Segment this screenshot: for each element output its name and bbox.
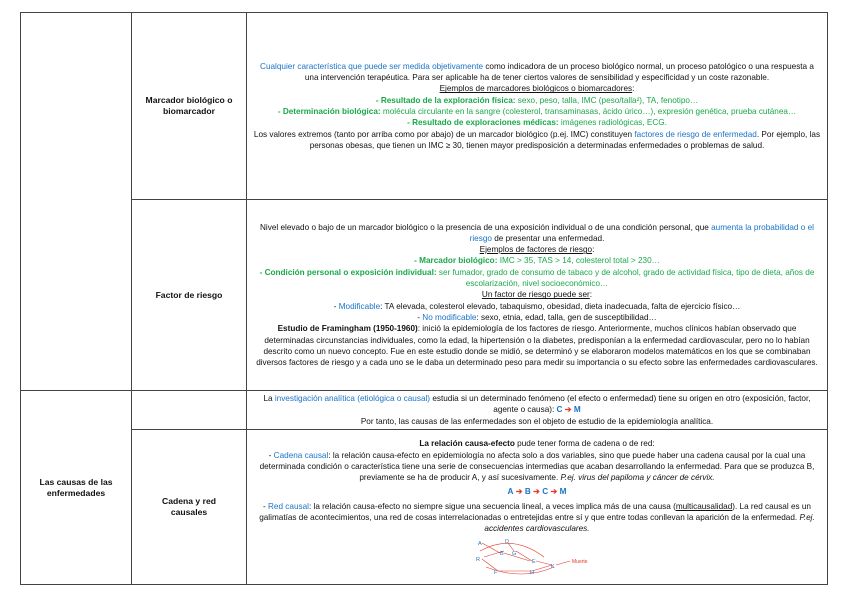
intro-text-end: estudia si un determinado fenómeno (el efecto o enfermedad) tiene su origen en otro (exposición, factor, agente o causa): [430,394,811,415]
network-node: A [478,540,482,547]
definition-highlight: aumenta la probabilidad o el riesgo [469,222,814,243]
non-modifiable-label: No modificable [422,312,477,322]
network-node: D [505,538,509,545]
example-text: sexo, peso, talla, IMC (peso/talla²), TA, fenotipo… [515,95,699,105]
table-row [21,430,828,585]
causal-network-label: Red causal [268,501,309,511]
framingham-title: Estudio de Framingham (1950-1960) [277,324,418,334]
extreme-text: Los valores extremos (tanto por arriba como por abajo) de un marcador biológico (p.ej. IMC) constituyen [253,129,635,139]
table-row [21,200,828,391]
network-node: E [532,558,536,565]
network-node: G [512,550,517,557]
concepts-table [20,12,828,585]
conclusion-text: Por tanto, las causas de las enfermedades son el objeto de estudio de la epidemiología analítica. [360,416,714,426]
factor-description: Nivel elevado o bajo de un marcador biológico o la presencia de una exposición individual o de una condición personal, que aumenta la probabilidad o el riesgo de presentar una enfermedad. Ejemplos de factores de riesgo: - Marcador biológico: IMC > 35, TAS > 14, colesterol total > 230… - Condición personal o exposición individual: ser fumador, grado de consumo de tabaco y de alcohol, grado de actividad física, tipo de dieta, años de escolarización, nivel socioeconómico… Un factor de riesgo puede ser: - Modificable: TA elevada, colesterol elevado, tabaquismo, obesidad, dieta inadecuada, falta de ejercicio físico… - No modificable: sexo, etnia, edad, talla, gen de susceptibilidad… Estudio de Framingham (1950-1960): inició la epidemiología de los factores de riesgo. Anteriormente, muchos clínicos habían observado que determinadas circunstancias individuales, como la edad, la hipertensión o la diabetes, predisponían a la enfermedad cardiovascular, pero no lo habían descrito como un nuevo concepto. Fue en este estudio donde se midió, se determinó y se elaboraron modelos matemáticos en los que se combinaban diversos factores de riesgo y a cada uno se le daba un determinado peso para medir su importancia o su efecto sobre las enfermedades cardiovasculares. [247,200,828,391]
network-node: R [476,556,480,563]
network-node: K [551,563,555,570]
definition-text: Nivel elevado o bajo de un marcador biológico o la presencia de una exposición individual o de una condición personal, que [260,222,712,232]
causal-network-text: : la relación causa-efecto no siempre sigue una secuencia lineal, a veces implica más de una causa ( [308,501,676,511]
modifiable-text: : TA elevada, colesterol elevado, tabaquismo, obesidad, dieta inadecuada, falta de ejercicio físico… [380,301,741,311]
chain-node: M [559,486,567,496]
example-lead: - Resultado de exploraciones médicas: [407,118,559,128]
example-text: imágenes radiológicas, ECG. [558,118,667,128]
example-text: IMC > 35, TAS > 14, colesterol total > 230… [497,256,660,266]
causal-network-text-end: ). La red causal es un galimatías de acontecimientos, una red de cosas interrelacionadas o entretejidas entre sí y que entre todas conllevan la aparición de la enfermedad. [259,501,811,523]
table-row [21,391,828,430]
arrow-right-icon: ➔ [533,486,540,496]
arrow-right-icon: ➔ [564,405,572,415]
definition-highlight: Cualquier característica que puede ser medida objetivamente [260,61,484,71]
multicausality-term: multicausalidad [675,501,733,511]
concept-label-factor: Factor de riesgo [132,200,247,391]
relation-text: pude tener forma de cadena o de red: [514,439,655,449]
network-node: H [530,569,534,576]
table-row [21,13,828,200]
example-lead: - Marcador biológico: [414,256,498,266]
category-label-causas: Las causas de las enfermedades [21,391,132,585]
framingham-text: : inició la epidemiología de los factores de riesgo. Anteriormente, muchos clínicos habían observado que determinadas circunstancias individuales, como la edad, la hipertensión o la diabetes, predisponían a la enfermedad cardiovascular, pero no lo habían descrito como un nuevo concepto. Fue en este estudio donde se midió, se determinó y se elaboraron modelos matemáticos en los que se combinaban diversos factores de riesgo y a cada uno se le daba un determinado peso para medir su importancia o su efecto sobre las enfermedades cardiovasculares. [256,324,818,368]
example-lead: - Determinación biológica: [277,107,381,116]
example-text: ser fumador, grado de consumo de tabaco y de alcohol, grado de actividad física, tipo de dieta, años de escolarización, nivel socioeconómico… [436,267,815,289]
causas-description [247,391,828,430]
empty-category-cell [21,13,132,391]
marcador-description: Cualquier característica que puede ser medida objetivamente como indicadora de un proceso biológico normal, un proceso patológico o una respuesta a una intervención terapéutica. Para ser aplicable ha de tener ciertos valores de sensibilidad y especificidad y un coste razonable. Ejemplos de marcadores biológicos o biomarcadores: - Resultado de la exploración física: sexo, peso, talla, IMC (peso/talla²), TA, fenotipo… - Determinación biológica: molécula circulante en la sangre (colesterol, transaminasas, ácido úrico…), expresión genética, prueba cutánea… - Resultado de exploraciones médicas: imágenes radiológicas, ECG. Los valores extremos (tanto por arriba como por abajo) de un marcador biológico (p.ej. IMC) constituyen factores de riesgo de enfermedad. Por ejemplo, las personas obesas, que tienen un IMC ≥ 30, tienen mayor predisposición a determinadas enfermedades o problemas de salud. [247,13,828,200]
risk-factor-highlight: factores de riesgo de enfermedad [634,129,757,139]
modifiable-label: Modificable [338,301,381,311]
causal-network-diagram [472,537,602,577]
concept-label-marcador: Marcador biológico o biomarcador [132,13,247,200]
effect-letter: M [573,405,581,415]
types-title: Un factor de riesgo puede ser [481,290,590,300]
empty-concept-cell [132,391,247,430]
non-modifiable-text: : sexo, etnia, edad, talla, gen de susceptibilidad… [476,312,657,322]
example-lead: - Resultado de la exploración física: [375,95,516,105]
causal-chain-text: : la relación causa-efecto en epidemiología no afecta solo a dos variables, sino que puede haber una cadena causal por la cual una determinada condición o característica tiene una serie de consecuencias intermedias que acaban desarrollando la enfermedad. Para que se produzca B, previamente se ha de producir A, y así sucesivamente. [259,450,815,483]
chain-node: A [507,486,514,496]
intro-text: La [263,394,275,404]
examples-title: Ejemplos de factores de riesgo [479,245,593,255]
network-node: F [494,569,498,576]
network-outcome: Muerte [572,558,588,565]
causal-network-example: P.ej. accidentes cardiovasculares. [484,513,815,534]
definition-text: como indicadora de un proceso biológico normal, un proceso patológico o una respuesta a una intervención terapéutica. Para ser aplicable ha de tener ciertos valores de sensibilidad y especificidad y un coste razonable. [304,61,814,83]
relation-title: La relación causa-efecto [419,439,515,449]
extreme-text-end: . Por ejemplo, las personas obesas, que tienen un IMC ≥ 30, tienen mayor predisposición a determinadas enfermedades o problemas de salud. [309,129,821,150]
causal-chain-label: Cadena causal [273,450,329,460]
analytic-research-highlight: investigación analítica (etiológica o causal) [274,394,431,404]
chain-node: B [524,486,531,496]
concept-label-cadena: Cadena y red causales [132,430,247,585]
arrow-right-icon: ➔ [515,486,523,496]
cause-letter: C [556,405,563,415]
examples-title: Ejemplos de marcadores biológicos o biomarcadores [439,84,633,94]
example-text: molécula circulante en la sangre (colesterol, transaminasas, ácido úrico…), expresión genética, prueba cutánea… [380,107,797,116]
chain-node: C [542,486,549,496]
example-lead: - Condición personal o exposición individual: [259,267,437,277]
chain-diagram [253,486,821,497]
arrow-right-icon: ➔ [550,486,558,496]
causal-chain-example: P.ej. virus del papiloma y cáncer de cérvix. [560,473,715,483]
network-node: B [500,550,504,557]
definition-text-end: de presentar una enfermedad. [491,233,605,243]
cadena-description: La relación causa-efecto pude tener forma de cadena o de red: - Cadena causal: la relación causa-efecto en epidemiología no afecta solo a dos variables, sino que puede haber una cadena causal por la cual una determinada condición o característica tiene una serie de consecuencias intermedias que acaban desarrollando la enfermedad. Para que se produzca B, previamente se ha de producir A, y así sucesivamente. P.ej. virus del papiloma y cáncer de cérvix. A ➔ B ➔ C ➔ M - Red causal: la relación causa-efecto no siempre sigue una secuencia lineal, a veces implica más de una causa (multicausalidad). La red causal es un galimatías de acontecimientos, una red de cosas interrelacionadas o entretejidas entre sí y que entre todas conllevan la aparición de la enfermedad. P.ej. accidentes cardiovasculares. A D G B E R F H K Muerte [247,430,828,585]
